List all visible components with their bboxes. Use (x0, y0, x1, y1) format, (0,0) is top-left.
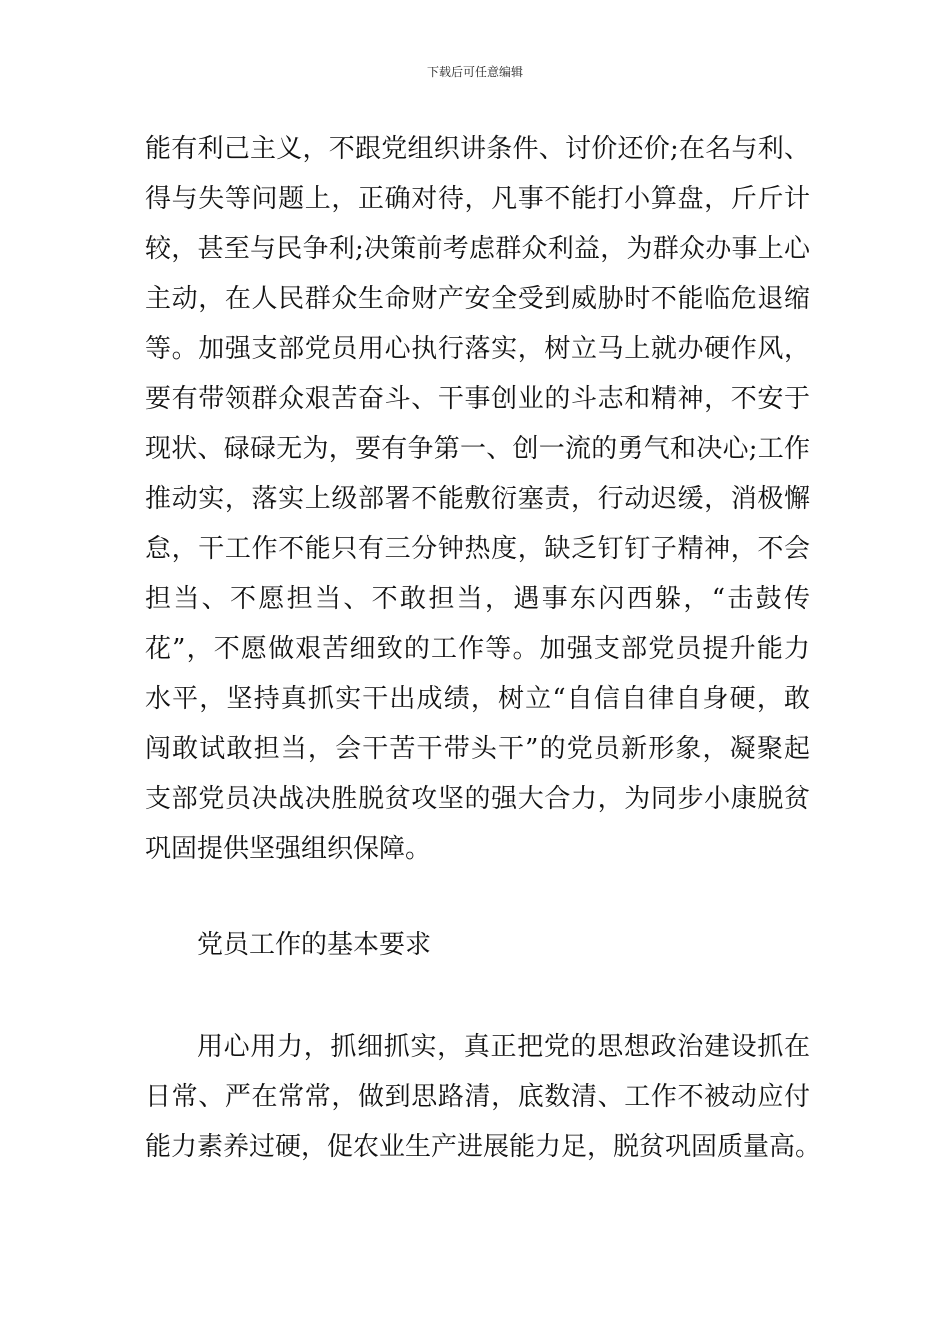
body-paragraph (145, 1022, 822, 1172)
paragraph-line: 要有带领群众艰苦奋斗、干事创业的斗志和精神，不安于 (145, 384, 810, 414)
section-heading: 党员工作的基本要求 (197, 930, 432, 960)
paragraph-line: 主动，在人民群众生命财产安全受到威胁时不能临危退缩 (145, 284, 810, 314)
paragraph-line: 用心用力，抓细抓实，真正把党的思想政治建设抓在 (197, 1032, 810, 1062)
paragraph-line: 担当、不愿担当、不敢担当，遇事东闪西躲，“击鼓传 (145, 584, 810, 614)
paragraph-line: 能力素养过硬，促农业生产进展能力足，脱贫巩固质量高。 (145, 1132, 822, 1162)
paragraph-line: 怠，干工作不能只有三分钟热度，缺乏钉钉子精神，不会 (145, 534, 810, 564)
paragraph-line: 花”，不愿做艰苦细致的工作等。加强支部党员提升能力 (145, 634, 810, 664)
paragraph-line: 现状、碌碌无为，要有争第一、创一流的勇气和决心;工作 (145, 434, 810, 464)
paragraph-line: 较，甚至与民争利;决策前考虑群众利益，为群众办事上心 (145, 234, 810, 264)
paragraph-line: 闯敢试敢担当，会干苦干带头干”的党员新形象，凝聚起 (145, 734, 810, 764)
paragraph-line: 得与失等问题上，正确对待，凡事不能打小算盘，斤斤计 (145, 184, 810, 214)
paragraph-line: 等。加强支部党员用心执行落实，树立马上就办硬作风， (145, 334, 810, 364)
page-header-note: 下载后可任意编辑 (426, 65, 523, 79)
paragraph-line: 能有利己主义，不跟党组织讲条件、讨价还价;在名与利、 (145, 134, 810, 164)
section-heading-block (145, 920, 810, 970)
paragraph-line: 推动实，落实上级部署不能敷衍塞责，行动迟缓，消极懈 (145, 484, 810, 514)
paragraph-line: 水平，坚持真抓实干出成绩，树立“自信自律自身硬，敢 (145, 684, 810, 714)
paragraph-line: 巩固提供坚强组织保障。 (145, 834, 432, 864)
body-paragraph (145, 124, 810, 874)
paragraph-line: 日常、严在常常，做到思路清，底数清、工作不被动应付 (145, 1082, 810, 1112)
paragraph-line: 支部党员决战决胜脱贫攻坚的强大合力，为同步小康脱贫 (145, 784, 810, 814)
